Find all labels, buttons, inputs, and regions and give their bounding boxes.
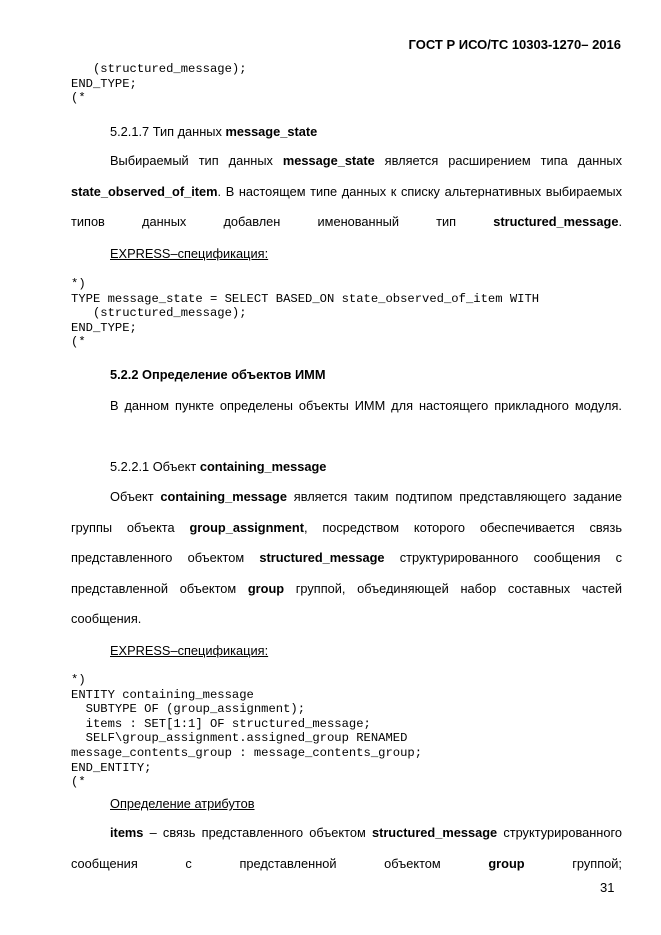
- term: group: [247, 580, 285, 596]
- section-heading-5-2-1-7: [110, 124, 317, 139]
- paragraph-containing-message: [71, 482, 622, 635]
- text: , посредством которого обеспечивается связь представленного объектом: [71, 519, 622, 566]
- term: state_observed_of_item: [71, 183, 218, 199]
- express-spec-label: EXPRESS–спецификация:: [110, 643, 269, 658]
- paragraph-objects-intro: [71, 391, 622, 422]
- heading-prefix: 5.2.1.7 Тип данных: [110, 124, 226, 139]
- text: группой, объединяющей набор составных частей сообщения.: [71, 580, 622, 627]
- heading-text: 5.2.2 Определение объектов ИММ: [110, 367, 326, 382]
- term: structured_message: [371, 825, 498, 840]
- heading-prefix: 5.2.2.1 Объект: [110, 459, 200, 474]
- text: В данном пункте определены объекты ИММ для настоящего прикладного модуля.: [110, 398, 622, 413]
- page-number: 31: [600, 880, 615, 895]
- express-code-fragment: (structured_message); END_TYPE; (*: [71, 62, 247, 106]
- term: structured_message: [259, 550, 385, 566]
- express-spec-label: EXPRESS–спецификация:: [110, 246, 269, 261]
- section-heading-5-2-2: [110, 367, 325, 382]
- heading-entity-name: message_state: [225, 124, 318, 139]
- term: structured_message: [493, 214, 619, 230]
- term: group_assignment: [189, 519, 304, 535]
- text: Выбираемый тип данных: [110, 153, 283, 168]
- standard-header: ГОСТ Р ИСО/ТС 10303-1270– 2016: [408, 37, 621, 52]
- text: структурированного сообщения с представленной объектом: [71, 825, 622, 871]
- paragraph-message-state: [71, 146, 622, 238]
- term: group: [488, 855, 525, 871]
- express-code-containing-message: *) ENTITY containing_message SUBTYPE OF (group_assignment); items : SET[1:1] OF structured_message; SELF\group_assignment.assigned_group RENAMED message_contents_group : message_contents_group; END_ENTITY; (*: [71, 673, 423, 790]
- section-heading-5-2-2-1: [110, 459, 326, 474]
- text: является расширением типа данных: [374, 153, 622, 168]
- heading-entity-name: containing_message: [199, 459, 327, 474]
- text: группой;: [524, 855, 622, 871]
- term: items: [110, 825, 144, 840]
- text: является таким подтипом представляющего задание группы объекта: [71, 489, 623, 535]
- term: message_state: [282, 153, 375, 168]
- paragraph-items-attribute: [71, 818, 622, 879]
- text: .: [618, 214, 622, 230]
- text: . В настоящем типе данных к списку альтернативных выбираемых типов данных добавлен именованный тип: [71, 183, 622, 230]
- express-code-message-state: *) TYPE message_state = SELECT BASED_ON state_observed_of_item WITH (structured_message); END_TYPE; (*: [71, 277, 540, 350]
- term: containing_message: [160, 489, 287, 504]
- text: структурированного сообщения с представленной объектом: [71, 550, 622, 596]
- text: – связь представленного объектом: [143, 825, 372, 840]
- attribute-definitions-label: Определение атрибутов: [110, 796, 255, 811]
- text: Объект: [110, 489, 161, 504]
